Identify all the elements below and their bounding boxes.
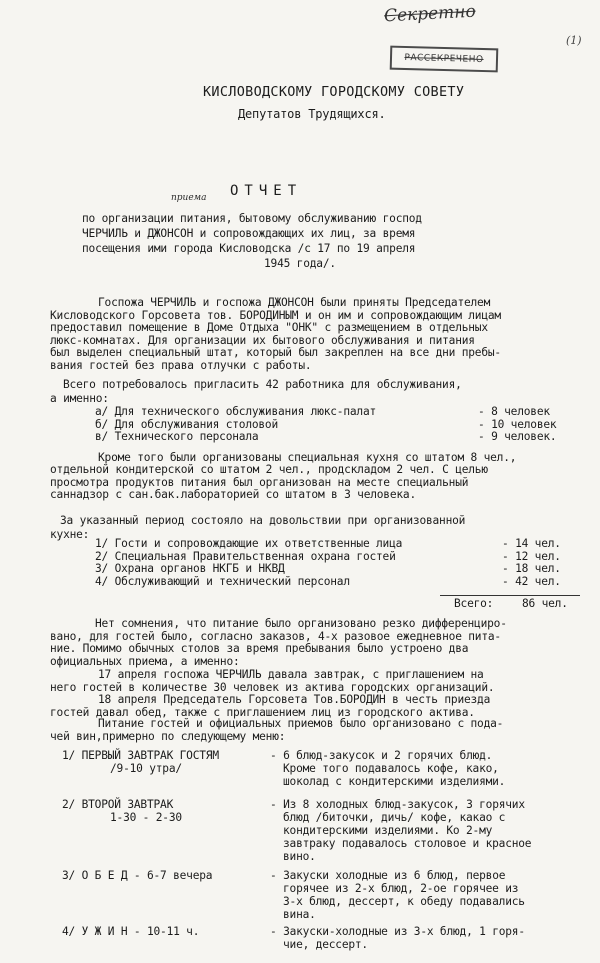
total-value: 86 чел. (522, 597, 568, 610)
declassified-stamp: РАССЕКРЕЧЕНО (390, 46, 499, 73)
menu-item-name: 2/ ВТОРОЙ ЗАВТРАК (62, 798, 174, 811)
allowance-item: 4/ Обслуживающий и технический персонал (95, 574, 350, 588)
menu-item-description: вино. (283, 850, 316, 863)
paragraph-line: саннадзор с сан.бак.лабораторией со штатом в 3 человека. (50, 488, 416, 502)
paragraph-line: чей вин,примерно по следующему меню: (50, 729, 286, 743)
paragraph-line: отдельной кондитерской со штатом 2 чел., продскладом 2 чел. С целью (50, 463, 488, 477)
paragraph-line: вано, для гостей было, согласно заказов, 4-х разовое ежедневное пита- (50, 629, 501, 643)
paragraph-line: Кисловодского Горсовета тов. БОРОДИНЫМ и он им и сопровождающим лицам (50, 308, 501, 322)
paragraph-line: гостей давал обед, также с приглашением лиц из городского актива. (50, 705, 475, 719)
allowance-item: 1/ Гости и сопровождающие их ответственные лица (95, 537, 403, 550)
allowance-item: 3/ Охрана органов НКГБ и НКВД (95, 562, 285, 575)
paragraph-line: 17 апреля госпожа ЧЕРЧИЛЬ давала завтрак, с приглашением на (98, 668, 484, 681)
handwritten-secret-mark: Секретно (383, 1, 477, 27)
staff-item: а/ Для технического обслуживания люкс-палат (95, 405, 377, 418)
menu-item-description: 3-х блюд, дессерт, к обеду подавались (283, 895, 525, 908)
allowance-count: - 12 чел. (502, 549, 561, 563)
paragraph-line: ние. Помимо обычных столов за время пребывания было устроено два (50, 642, 469, 655)
menu-item-description: блюд /биточки, дичь/ кофе, какао с (283, 811, 506, 824)
allowance-count: - 14 чел. (502, 537, 561, 550)
paragraph-line: 18 апреля Председатель Горсовета Тов.БОРОДИН в честь приезда (98, 693, 491, 706)
allowance-count: - 18 чел. (502, 562, 561, 575)
total-label: Всего: (454, 597, 494, 610)
paragraph-line: него гостей в количестве 30 человек из актива городских организаций. (50, 680, 495, 694)
paragraph-line: Кроме того были организованы специальная кухня со штатом 8 чел., (98, 451, 517, 464)
handwritten-insertion: приема (171, 193, 207, 203)
menu-item-name: 3/ О Б Е Д - 6-7 вечера (62, 869, 213, 882)
paragraph-line: Всего потребовалось пригласить 42 работника для обслуживания, (63, 378, 462, 391)
allowance-count: - 42 чел. (502, 574, 561, 588)
menu-item-time: /9-10 утра/ (110, 762, 182, 775)
paragraph-line: За указанный период состояло на довольствии при организованной (60, 514, 466, 527)
menu-item-description: - Закуски холодные из 6 блюд, первое (270, 869, 506, 882)
menu-item-description: горячее из 2-х блюд, 2-ое горячее из (283, 882, 519, 895)
menu-item-description: вина. (283, 908, 316, 921)
paragraph-line: Питание гостей и официальных приемов было организовано с пода- (98, 717, 504, 730)
staff-count: - 8 человек (478, 405, 550, 418)
menu-item-description: чие, дессерт. (283, 938, 368, 951)
paragraph-line: просмотра продуктов питания был организован на месте специальный (50, 475, 469, 489)
menu-item-name: 4/ У Ж И Н - 10-11 ч. (62, 925, 200, 938)
paragraph-line: Госпожа ЧЕРЧИЛЬ и госпожа ДЖОНСОН были приняты Председателем (98, 296, 491, 309)
paragraph-line: люкс-комнатах. Для организации их бытового обслуживания и питания (50, 333, 475, 347)
staff-item: б/ Для обслуживания столовой (95, 417, 278, 431)
paragraph-line: официальных приема, а именно: (50, 654, 240, 668)
staff-item: в/ Технического персонала (95, 430, 259, 443)
paragraph-line: предоставил помещение в Доме Отдыха "ОНК" с размещением в отдельных (50, 321, 488, 335)
subtitle-line: ЧЕРЧИЛЬ и ДЖОНСОН и сопровождающих их лиц, за время (82, 227, 416, 240)
total-rule (440, 595, 580, 596)
header-line-1: КИСЛОВОДСКОМУ ГОРОДСКОМУ СОВЕТУ (203, 84, 465, 100)
staff-count: - 10 человек (478, 417, 557, 431)
menu-item-description: кондитерскими изделиями. Ко 2-му (283, 824, 493, 837)
paragraph-line: Нет сомнения, что питание было организовано резко дифференциро- (95, 617, 507, 630)
menu-item-description: - Из 8 холодных блюд-закусок, 3 горячих (270, 798, 525, 811)
paragraph-line: был выделен специальный штат, который был закреплен на все дни пребы- (50, 346, 501, 360)
paragraph-line: кухне: (50, 527, 90, 541)
subtitle-line: посещения ими города Кисловодска /с 17 по 19 апреля (82, 242, 416, 255)
paragraph-line: а именно: (50, 391, 109, 405)
menu-item-description: Кроме того подавалось кофе, како, (283, 762, 499, 775)
subtitle-line: по организации питания, бытовому обслуживанию господ (82, 212, 422, 225)
menu-item-description: завтраку подавалось столовое и красное (283, 837, 532, 850)
menu-item-time: 1-30 - 2-30 (110, 811, 182, 824)
menu-item-description: - 6 блюд-закусок и 2 горячих блюд. (270, 749, 493, 762)
subtitle-line: 1945 года/. (264, 257, 336, 270)
menu-item-description: шоколад с кондитерскими изделиями. (283, 775, 506, 788)
menu-item-description: - Закуски-холодные из 3-х блюд, 1 горя- (270, 925, 525, 938)
staff-count: - 9 человек. (478, 430, 557, 443)
document-title: ОТЧЕТ (230, 183, 303, 199)
page-number: (1) (566, 34, 582, 47)
header-line-2: Депутатов Трудящихся. (238, 107, 386, 121)
paragraph-line: вания гостей без права отлучки с работы. (50, 359, 312, 372)
allowance-item: 2/ Специальная Правительственная охрана гостей (95, 549, 396, 563)
menu-item-name: 1/ ПЕРВЫЙ ЗАВТРАК ГОСТЯМ (62, 749, 219, 762)
